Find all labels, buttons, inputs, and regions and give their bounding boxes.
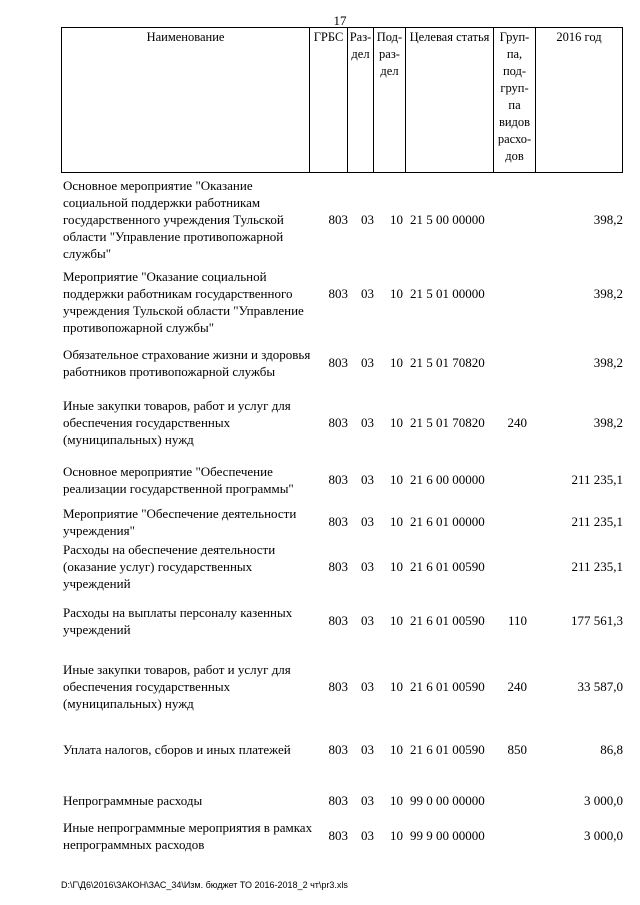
row-grbs: 803 — [328, 415, 348, 430]
row-razdel: 03 — [361, 415, 374, 430]
row-cs: 99 0 00 00000 — [410, 793, 485, 808]
row-name — [63, 346, 325, 380]
header-line: груп- — [500, 81, 529, 95]
row-podrazdel: 10 — [390, 415, 403, 430]
row-vr: 240 — [507, 679, 527, 694]
row-razdel: 03 — [361, 613, 374, 628]
header-line: Целевая статья — [409, 30, 490, 44]
table-row — [61, 741, 623, 758]
row-name-line: Расходы на выплаты персоналу казенных — [63, 605, 293, 620]
header-line: раз- — [379, 47, 400, 61]
file-path-footer: D:\Г\Д6\2016\ЗАКОН\ЗАС_34\Изм. бюджет ТО 2016-2018_2 чт\pr3.xls — [61, 880, 348, 890]
header-line: ГРБС — [313, 30, 344, 44]
table-header — [61, 27, 623, 173]
row-cs: 21 5 01 70820 — [410, 355, 485, 370]
table-row — [61, 505, 623, 539]
table-row — [61, 463, 623, 497]
row-amount: 211 235,1 — [571, 514, 623, 529]
row-amount: 211 235,1 — [571, 559, 623, 574]
row-grbs: 803 — [328, 355, 348, 370]
row-name-line: обеспечения государственных — [63, 415, 231, 430]
table-row — [61, 819, 623, 853]
row-vr: 850 — [507, 742, 527, 757]
row-name-line: Основное мероприятие "Обеспечение — [63, 464, 273, 479]
header-line: Раз- — [349, 30, 372, 44]
header-cs — [406, 28, 494, 172]
row-cs: 21 6 01 00590 — [410, 559, 485, 574]
row-name — [63, 819, 325, 853]
header-line: Наименование — [146, 30, 225, 44]
table-row — [61, 397, 623, 448]
row-grbs: 803 — [328, 828, 348, 843]
row-name-line: обеспечения государственных — [63, 679, 231, 694]
row-podrazdel: 10 — [390, 793, 403, 808]
row-razdel: 03 — [361, 828, 374, 843]
row-podrazdel: 10 — [390, 828, 403, 843]
row-podrazdel: 10 — [390, 212, 403, 227]
row-name-line: службы" — [63, 246, 112, 261]
row-name-line: учреждения" — [63, 523, 135, 538]
row-name — [63, 463, 325, 497]
header-line: 2016 год — [556, 30, 602, 44]
row-name-line: области "Управление противопожарной — [63, 229, 284, 244]
row-grbs: 803 — [328, 793, 348, 808]
row-name-line: Основное мероприятие "Оказание — [63, 178, 253, 193]
row-amount: 398,2 — [593, 286, 623, 301]
header-line: па, — [506, 47, 523, 61]
row-name — [63, 661, 325, 712]
row-razdel: 03 — [361, 286, 374, 301]
row-podrazdel: 10 — [390, 742, 403, 757]
header-podrazdel — [374, 28, 406, 172]
header-line: Под- — [376, 30, 403, 44]
row-grbs: 803 — [328, 679, 348, 694]
row-razdel: 03 — [361, 355, 374, 370]
row-name-line: государственного учреждения Тульской — [63, 212, 284, 227]
row-podrazdel: 10 — [390, 514, 403, 529]
header-line: расхо- — [497, 132, 532, 146]
row-name — [63, 397, 325, 448]
row-razdel: 03 — [361, 212, 374, 227]
row-grbs: 803 — [328, 212, 348, 227]
row-name — [63, 741, 325, 758]
table-row — [61, 792, 623, 809]
row-podrazdel: 10 — [390, 613, 403, 628]
row-razdel: 03 — [361, 514, 374, 529]
row-vr: 240 — [507, 415, 527, 430]
row-name-line: реализации государственной программы" — [63, 481, 294, 496]
table-row — [61, 661, 623, 712]
row-podrazdel: 10 — [390, 355, 403, 370]
row-name-line: Мероприятие "Обеспечение деятельности — [63, 506, 297, 521]
row-name-line: Мероприятие "Оказание социальной — [63, 269, 267, 284]
row-name-line: (муниципальных) нужд — [63, 432, 194, 447]
row-name-line: Иные закупки товаров, работ и услуг для — [63, 662, 291, 677]
row-name — [63, 541, 325, 592]
table-row — [61, 604, 623, 638]
table-row — [61, 177, 623, 262]
row-cs: 21 6 01 00000 — [410, 514, 485, 529]
row-cs: 21 6 01 00590 — [410, 742, 485, 757]
header-line: видов — [498, 115, 531, 129]
row-razdel: 03 — [361, 793, 374, 808]
row-name-line: учреждений — [63, 576, 131, 591]
row-name-line: (муниципальных) нужд — [63, 696, 194, 711]
row-cs: 21 5 01 00000 — [410, 286, 485, 301]
row-amount: 398,2 — [593, 212, 623, 227]
row-podrazdel: 10 — [390, 559, 403, 574]
row-podrazdel: 10 — [390, 286, 403, 301]
row-cs: 21 5 01 70820 — [410, 415, 485, 430]
header-line: па — [508, 98, 521, 112]
row-name-line: (оказание услуг) государственных — [63, 559, 253, 574]
row-grbs: 803 — [328, 613, 348, 628]
row-podrazdel: 10 — [390, 679, 403, 694]
row-podrazdel: 10 — [390, 472, 403, 487]
header-razdel — [348, 28, 374, 172]
header-year — [536, 28, 622, 172]
row-razdel: 03 — [361, 742, 374, 757]
row-name-line: поддержки работникам государственного — [63, 286, 293, 301]
row-grbs: 803 — [328, 742, 348, 757]
row-amount: 177 561,3 — [571, 613, 623, 628]
header-name — [62, 28, 310, 172]
row-name-line: Иные закупки товаров, работ и услуг для — [63, 398, 291, 413]
row-name — [63, 792, 325, 809]
row-amount: 211 235,1 — [571, 472, 623, 487]
row-name-line: учреждения Тульской области "Управление — [63, 303, 304, 318]
row-amount: 398,2 — [593, 415, 623, 430]
table-row — [61, 346, 623, 380]
row-amount: 3 000,0 — [584, 828, 623, 843]
header-line: дел — [351, 47, 370, 61]
row-cs: 99 9 00 00000 — [410, 828, 485, 843]
row-name-line: Обязательное страхование жизни и здоровья — [63, 347, 311, 362]
row-name — [63, 268, 325, 336]
row-amount: 33 587,0 — [577, 679, 623, 694]
row-razdel: 03 — [361, 559, 374, 574]
row-name-line: Иные непрограммные мероприятия в рамках — [63, 820, 313, 835]
row-amount: 3 000,0 — [584, 793, 623, 808]
row-name-line: непрограммных расходов — [63, 837, 205, 852]
header-grbs — [310, 28, 348, 172]
row-cs: 21 6 01 00590 — [410, 679, 485, 694]
header-line: дел — [380, 64, 399, 78]
row-name — [63, 177, 325, 262]
row-razdel: 03 — [361, 679, 374, 694]
table-row — [61, 541, 623, 592]
row-name-line: работников противопожарной службы — [63, 364, 276, 379]
row-name — [63, 505, 325, 539]
row-name-line: Уплата налогов, сборов и иных платежей — [63, 742, 291, 757]
row-razdel: 03 — [361, 472, 374, 487]
page-number: 17 — [333, 13, 347, 28]
row-grbs: 803 — [328, 559, 348, 574]
header-line: Груп- — [499, 30, 530, 44]
row-name-line: Непрограммные расходы — [63, 793, 203, 808]
header-vr — [494, 28, 536, 172]
row-vr: 110 — [507, 613, 527, 628]
row-grbs: 803 — [328, 286, 348, 301]
row-name — [63, 604, 325, 638]
row-amount: 86,8 — [600, 742, 623, 757]
row-cs: 21 6 01 00590 — [410, 613, 485, 628]
row-grbs: 803 — [328, 514, 348, 529]
row-amount: 398,2 — [593, 355, 623, 370]
row-name-line: социальной поддержки работникам — [63, 195, 261, 210]
header-line: под- — [502, 64, 527, 78]
row-grbs: 803 — [328, 472, 348, 487]
row-cs: 21 5 00 00000 — [410, 212, 485, 227]
table-row — [61, 268, 623, 336]
row-name-line: Расходы на обеспечение деятельности — [63, 542, 276, 557]
row-name-line: противопожарной службы" — [63, 320, 215, 335]
header-line: дов — [505, 149, 524, 163]
row-name-line: учреждений — [63, 622, 131, 637]
row-cs: 21 6 00 00000 — [410, 472, 485, 487]
